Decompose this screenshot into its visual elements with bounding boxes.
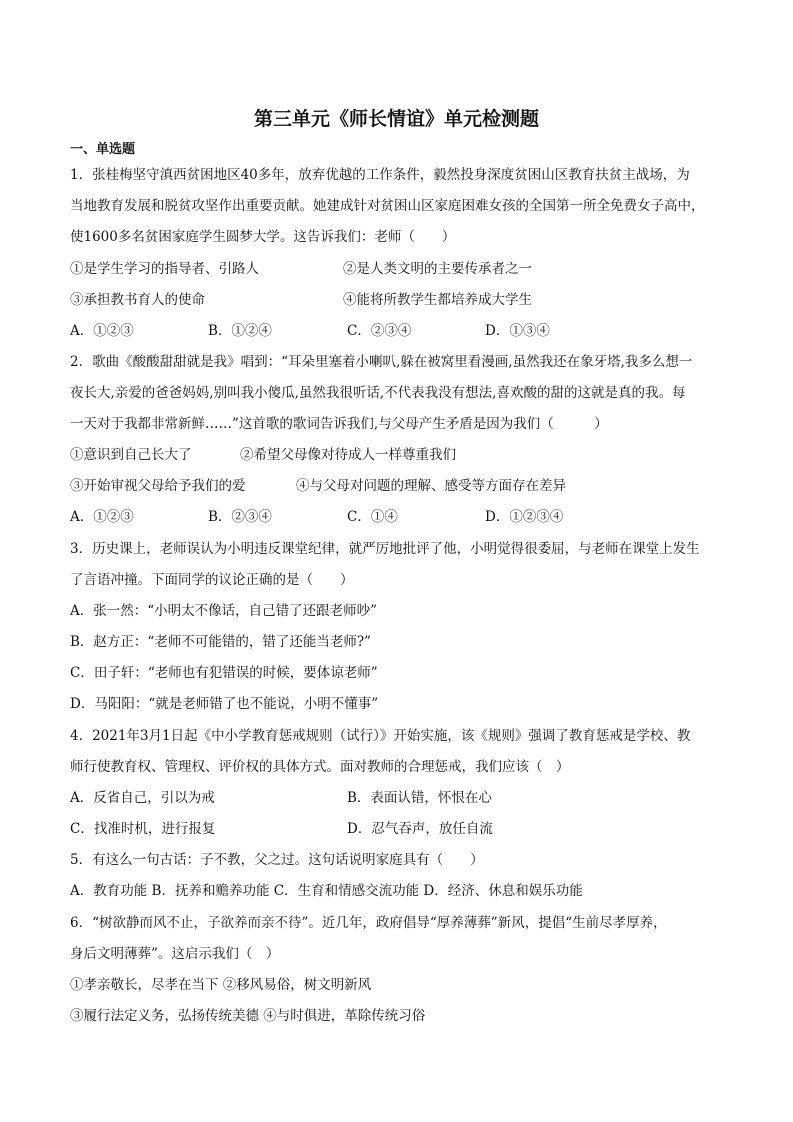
q1-option-b: B．①②④ [208,323,272,339]
section-heading: 一、单选题 [70,142,136,157]
q5-options: A．教育功能 B．抚养和赡养功能 C．生育和情感交流功能 D．经济、休息和娱乐功能 [70,883,583,899]
q2-stem-line-3: 一天对于我都非常新鲜……”这首歌的歌词告诉我们,与父母产生矛盾是因为我们（ ） [70,416,608,432]
page-title: 第三单元《师长情谊》单元检测题 [253,108,539,130]
q2-statement-1: ①意识到自己长大了 [70,447,192,463]
q4-option-a: A．反省自己，引以为戒 [70,790,215,806]
q2-stem-line-1: 2．歌曲《酸酸甜甜就是我》唱到：“耳朵里塞着小喇叭,躲在被窝里看漫画,虽然我还在象牙塔,我多么想一 [70,354,693,370]
q2-option-d: D．①②③④ [485,509,564,525]
q4-option-c: C．找准时机，进行报复 [70,821,216,837]
q2-option-a: A．①②③ [70,509,134,525]
q6-statements-3-4: ③履行法定义务，弘扬传统美德 ④与时俱进，革除传统习俗 [70,1008,426,1024]
q2-statement-3: ③开始审视父母给予我们的爱 [70,478,246,494]
q1-stem-line-1: 1．张桂梅坚守滇西贫困地区40多年，放弃优越的工作条件，毅然投身深度贫困山区教育扶贫主战场，为 [70,167,690,183]
q4-stem-line-2: 师行使教育权、管理权、评价权的具体方式。面对教师的合理惩戒，我们应该（ ） [70,759,570,775]
q3-option-a: A．张一然：“小明太不像话，自己错了还跟老师吵” [70,603,378,619]
q4-option-d: D．忍气吞声，放任自流 [347,821,493,837]
q2-option-b: B．②③④ [208,509,272,525]
q1-option-a: A．①②③ [70,323,134,339]
q3-stem-line-1: 3．历史课上，老师误认为小明违反课堂纪律，就严厉地批评了他，小明觉得很委屈，与老师在课堂上发生 [70,541,700,557]
q1-statement-3: ③承担教书育人的使命 [70,292,205,308]
q5-stem: 5．有这么一句古话：子不教，父之过。这句话说明家庭具有（ ） [70,852,484,868]
q2-option-c: C．①④ [347,509,398,525]
q6-statements-1-2: ①孝亲敬长，尽孝在当下 ②移风易俗，树文明新风 [70,977,372,993]
q6-stem-line-1: 6．“树欲静而风不止，子欲养而亲不待”。近几年，政府倡导“厚养薄葬”新风，提倡“生前尽孝厚养， [70,915,667,931]
q6-stem-line-2: 身后文明薄葬”。这启示我们（ ） [70,946,280,962]
q3-option-c: C．田子轩：“老师也有犯错误的时候，要体谅老师” [70,665,378,681]
q3-stem-line-2: 了言语冲撞。下面同学的议论正确的是（ ） [70,572,354,588]
q1-statement-4: ④能将所教学生都培养成大学生 [343,292,532,308]
q2-statement-4: ④与父母对问题的理解、感受等方面存在差异 [296,478,566,494]
q2-stem-line-2: 夜长大,亲爱的爸爸妈妈,别叫我小傻瓜,虽然我很听话,不代表我没有想法,喜欢酸的甜的这就是真的我。每 [70,385,686,401]
q1-statement-1: ①是学生学习的指导者、引路人 [70,261,259,277]
q2-statement-2: ②希望父母像对待成人一样尊重我们 [240,447,456,463]
q1-stem-line-3: 使1600多名贫困家庭学生圆梦大学。这告诉我们：老师（ ） [70,229,456,245]
q1-option-d: D．①③④ [485,323,550,339]
q1-statement-2: ②是人类文明的主要传承者之一 [343,261,532,277]
q3-option-b: B．赵方正：“老师不可能错的，错了还能当老师?” [70,634,371,650]
q4-stem-line-1: 4．2021年3月1日起《中小学教育惩戒规则（试行）》开始实施，该《规则》强调了教育惩戒是学校、教 [70,728,691,744]
q1-stem-line-2: 当地教育发展和脱贫攻坚作出重要贡献。她建成针对贫困山区家庭困难女孩的全国第一所全免费女子高中， [70,198,705,214]
q1-option-c: C．②③④ [347,323,412,339]
q4-option-b: B．表面认错，怀恨在心 [347,790,492,806]
q3-option-d: D．马阳阳：“就是老师错了也不能说，小明不懂事” [70,696,379,712]
